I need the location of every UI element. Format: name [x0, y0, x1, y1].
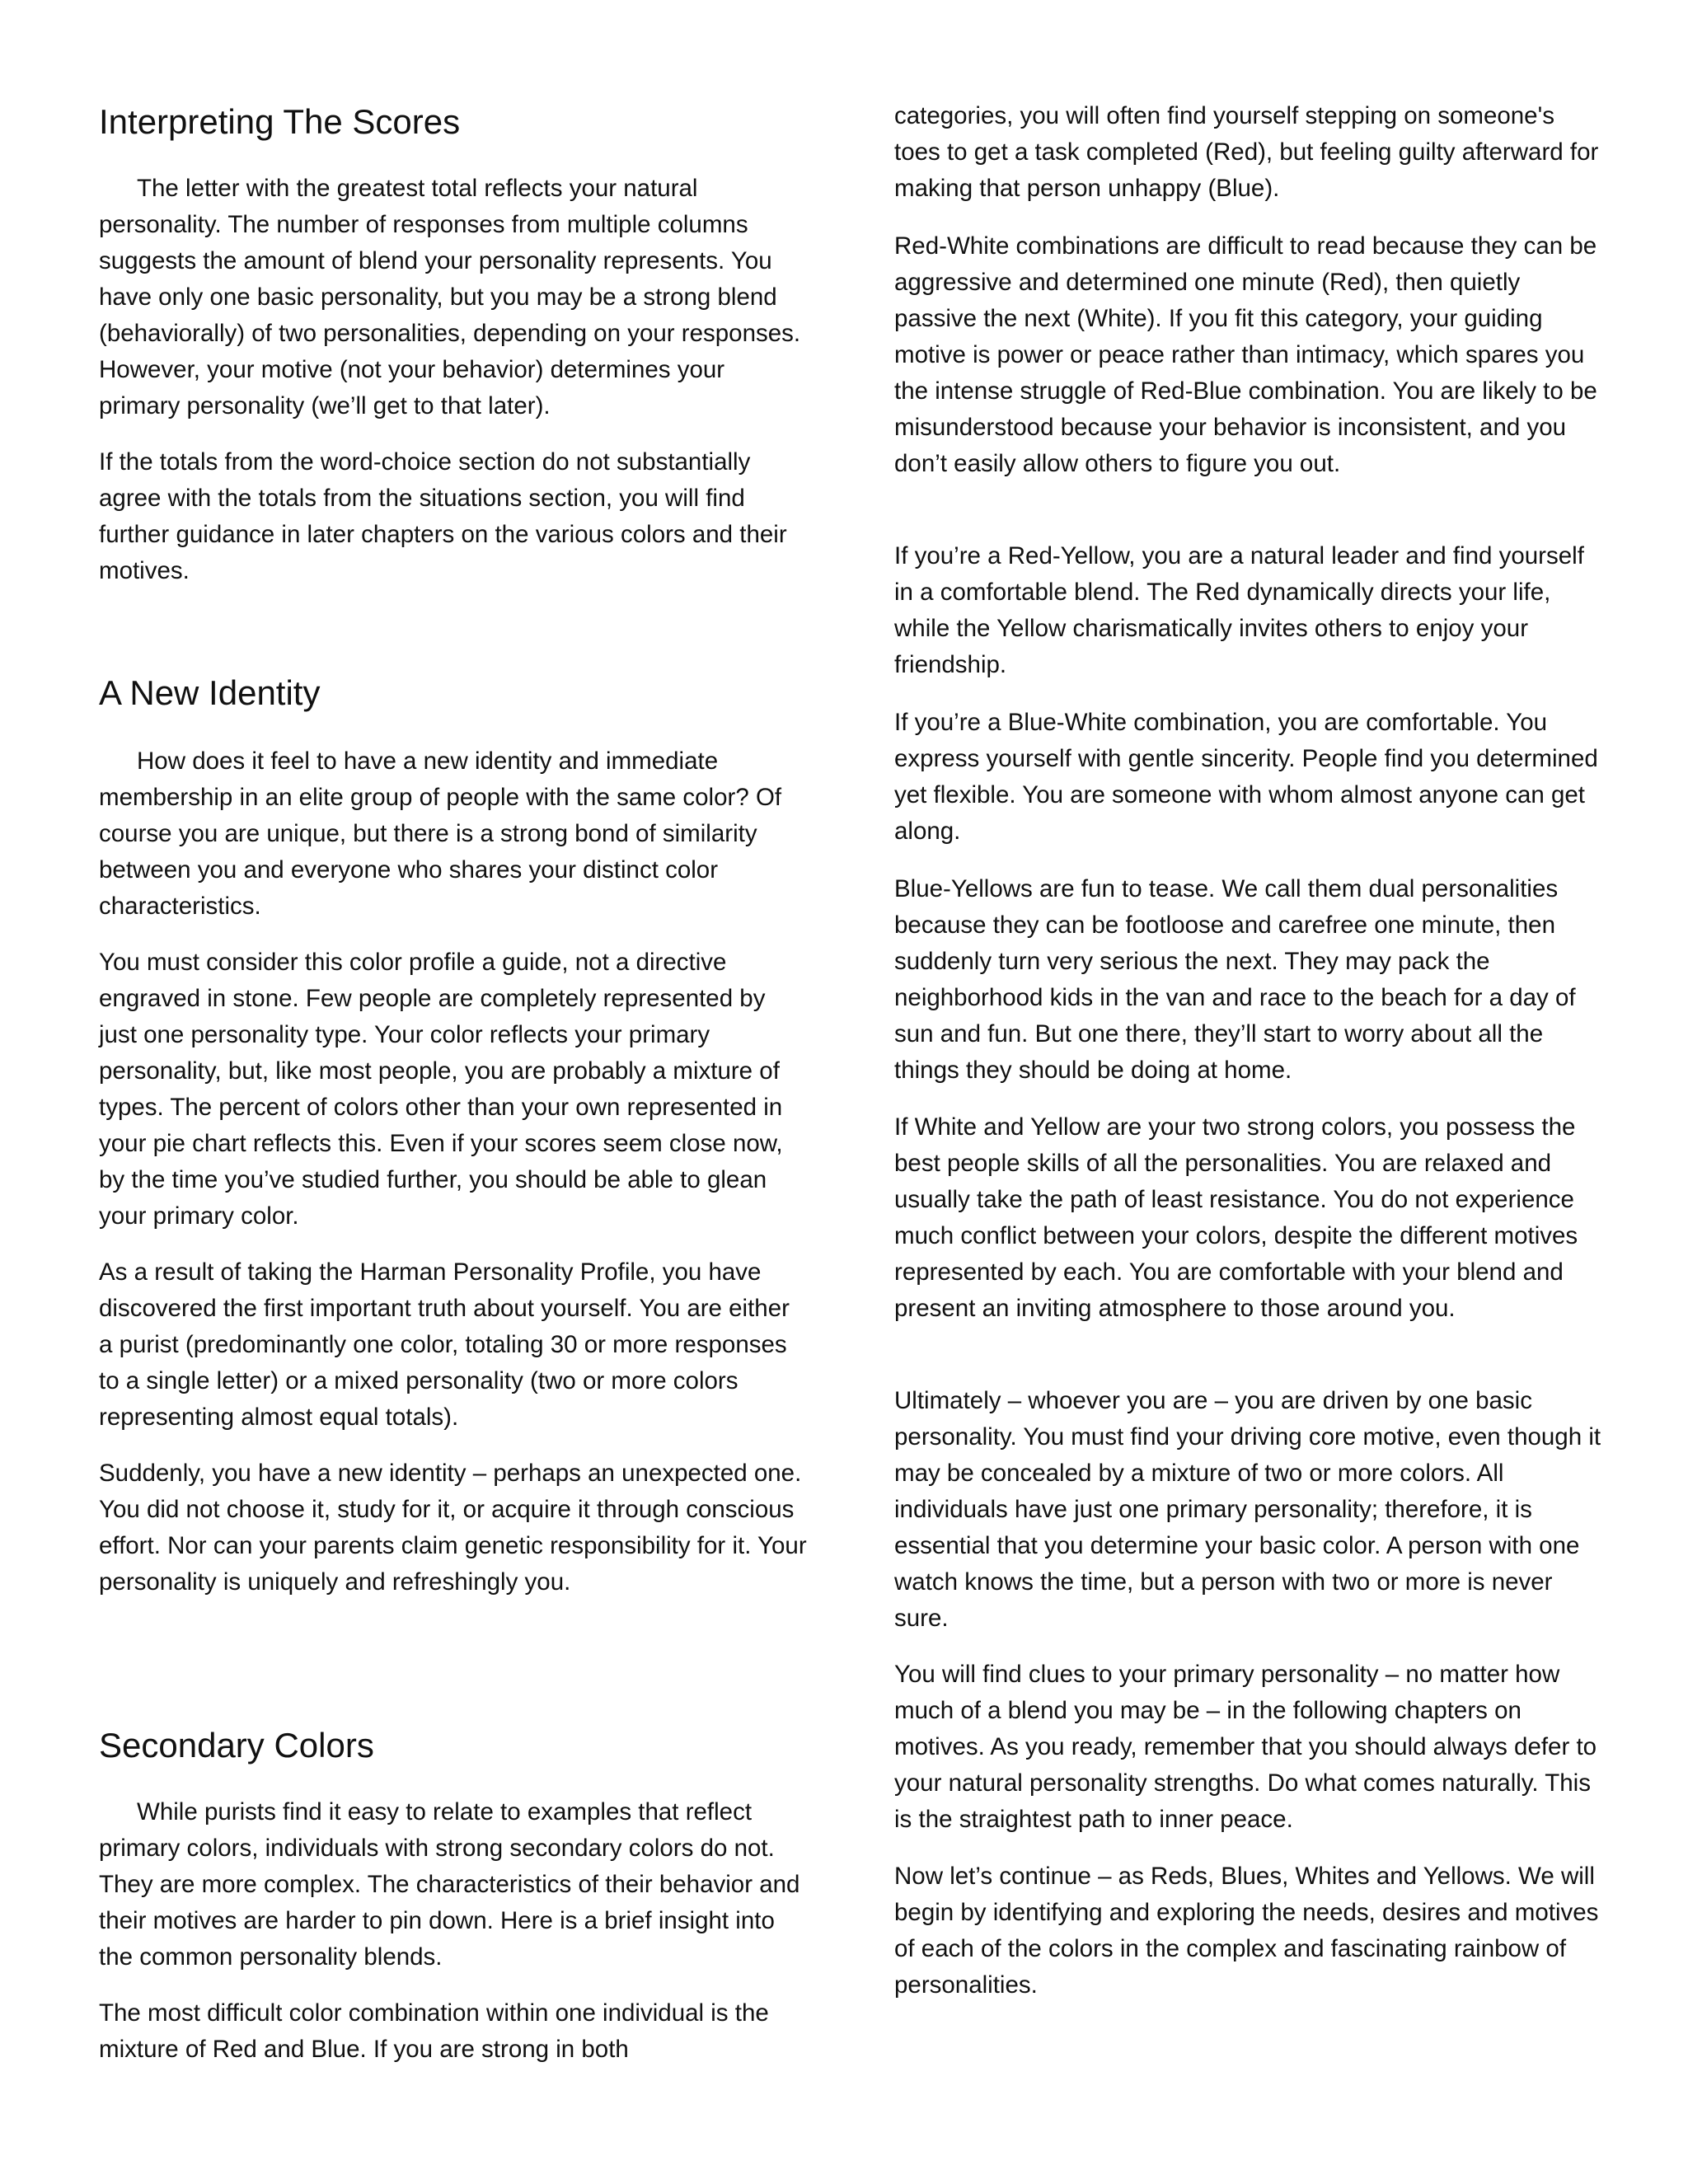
paragraph: How does it feel to have a new identity and immediate membership in an elite group of people with the same color? Of course you are unique, but there is a strong bond of similarity between you and everyone who shares your distinct color characteristics.	[99, 748, 782, 920]
paragraph: You will find clues to your primary personality – no matter how much of a blend you may be – in the following chapters on motives. As you ready, remember that you should always defer to your natural personality strengths. Do what comes naturally. This is the straightest path to inner peace.	[894, 1661, 1597, 1833]
heading-interpreting-the-scores: Interpreting The Scores	[99, 102, 461, 141]
paragraph: If White and Yellow are your two strong colors, you possess the best people skills of all the personalities. You are relaxed and usually take the path of least resistance. You do not experience much conflict between your colors, despite the different motives represented by each. You are comfortable with your blend and present an inviting atmosphere to those around you.	[894, 1113, 1578, 1322]
paragraph: If you’re a Blue-White combination, you are comfortable. You express yourself with gentle sincerity. People find you determined yet flexible. You are someone with whom almost anyone can get along.	[894, 709, 1598, 845]
paragraph: Now let’s continue – as Reds, Blues, Whites and Yellows. We will begin by identifying and exploring the needs, desires and motives of each of the colors in the complex and fascinating rainbow of personalities.	[894, 1863, 1599, 1999]
heading-secondary-colors: Secondary Colors	[99, 1726, 374, 1765]
heading-a-new-identity: A New Identity	[99, 673, 321, 712]
paragraph: If the totals from the word-choice section do not substantially agree with the totals from the situations section, you will find further guidance in later chapters on the various colors and their motives.	[99, 448, 787, 584]
paragraph: The most difficult color combination within one individual is the mixture of Red and Blue. If you are strong in both	[99, 1999, 769, 2063]
paragraph: Blue-Yellows are fun to tease. We call them dual personalities because they can be footloose and carefree one minute, then suddenly turn very serious the next. They may pack the neighborhood kids in the van and race to the beach for a day of sun and fun. But one there, they’ll start to worry about all the things they should be doing at home.	[894, 875, 1576, 1084]
paragraph: The letter with the greatest total reflects your natural personality. The number of responses from multiple columns suggests the amount of blend your personality represents. You have only one basic personality, but you may be a strong blend (behaviorally) of two personalities, depending on your responses. However, your motive (not your behavior) determines your primary personality (we’ll get to that later).	[99, 175, 801, 419]
paragraph: If you’re a Red-Yellow, you are a natural leader and find yourself in a comfortable blend. The Red dynamically directs your life, while the Yellow charismatically invites others to enjoy your friendship.	[894, 542, 1584, 678]
paragraph: While purists find it easy to relate to examples that reflect primary colors, individuals with strong secondary colors do not. They are more complex. The characteristics of their behavior and their motives are harder to pin down. Here is a brief insight into the common personality blends.	[99, 1798, 800, 1971]
paragraph: You must consider this color profile a guide, not a directive engraved in stone. Few people are completely represented by just one personality type. Your color reflects your primary personality, but, like most people, you are probably a mixture of types. The percent of colors other than your own represented in your pie chart reflects this. Even if your scores seem close now, by the time you’ve studied further, you should be able to glean your primary color.	[99, 949, 783, 1230]
paragraph: categories, you will often find yourself stepping on someone's toes to get a task completed (Red), but feeling guilty afterward for making that person unhappy (Blue).	[894, 102, 1599, 202]
paragraph: Suddenly, you have a new identity – perhaps an unexpected one. You did not choose it, study for it, or acquire it through conscious effort. Nor can your parents claim genetic responsibility for it. Your personality is uniquely and refreshingly you.	[99, 1460, 807, 1596]
paragraph: Red-White combinations are difficult to read because they can be aggressive and determined one minute (Red), then quietly passive the next (White). If you fit this category, your guiding motive is power or peace rather than intimacy, which spares you the intense struggle of Red-Blue combination. You are likely to be misunderstood because your behavior is inconsistent, and you don’t easily allow others to figure you out.	[894, 232, 1597, 477]
paragraph: As a result of taking the Harman Personality Profile, you have discovered the first important truth about yourself. You are either a purist (predominantly one color, totaling 30 or more responses to a single letter) or a mixed personality (two or more colors representing almost equal totals).	[99, 1258, 790, 1431]
paragraph: Ultimately – whoever you are – you are driven by one basic personality. You must find your driving core motive, even though it may be concealed by a mixture of two or more colors. All individuals have just one primary personality; therefore, it is essential that you determine your basic color. A person with one watch knows the time, but a person with two or more is never sure.	[894, 1387, 1601, 1632]
